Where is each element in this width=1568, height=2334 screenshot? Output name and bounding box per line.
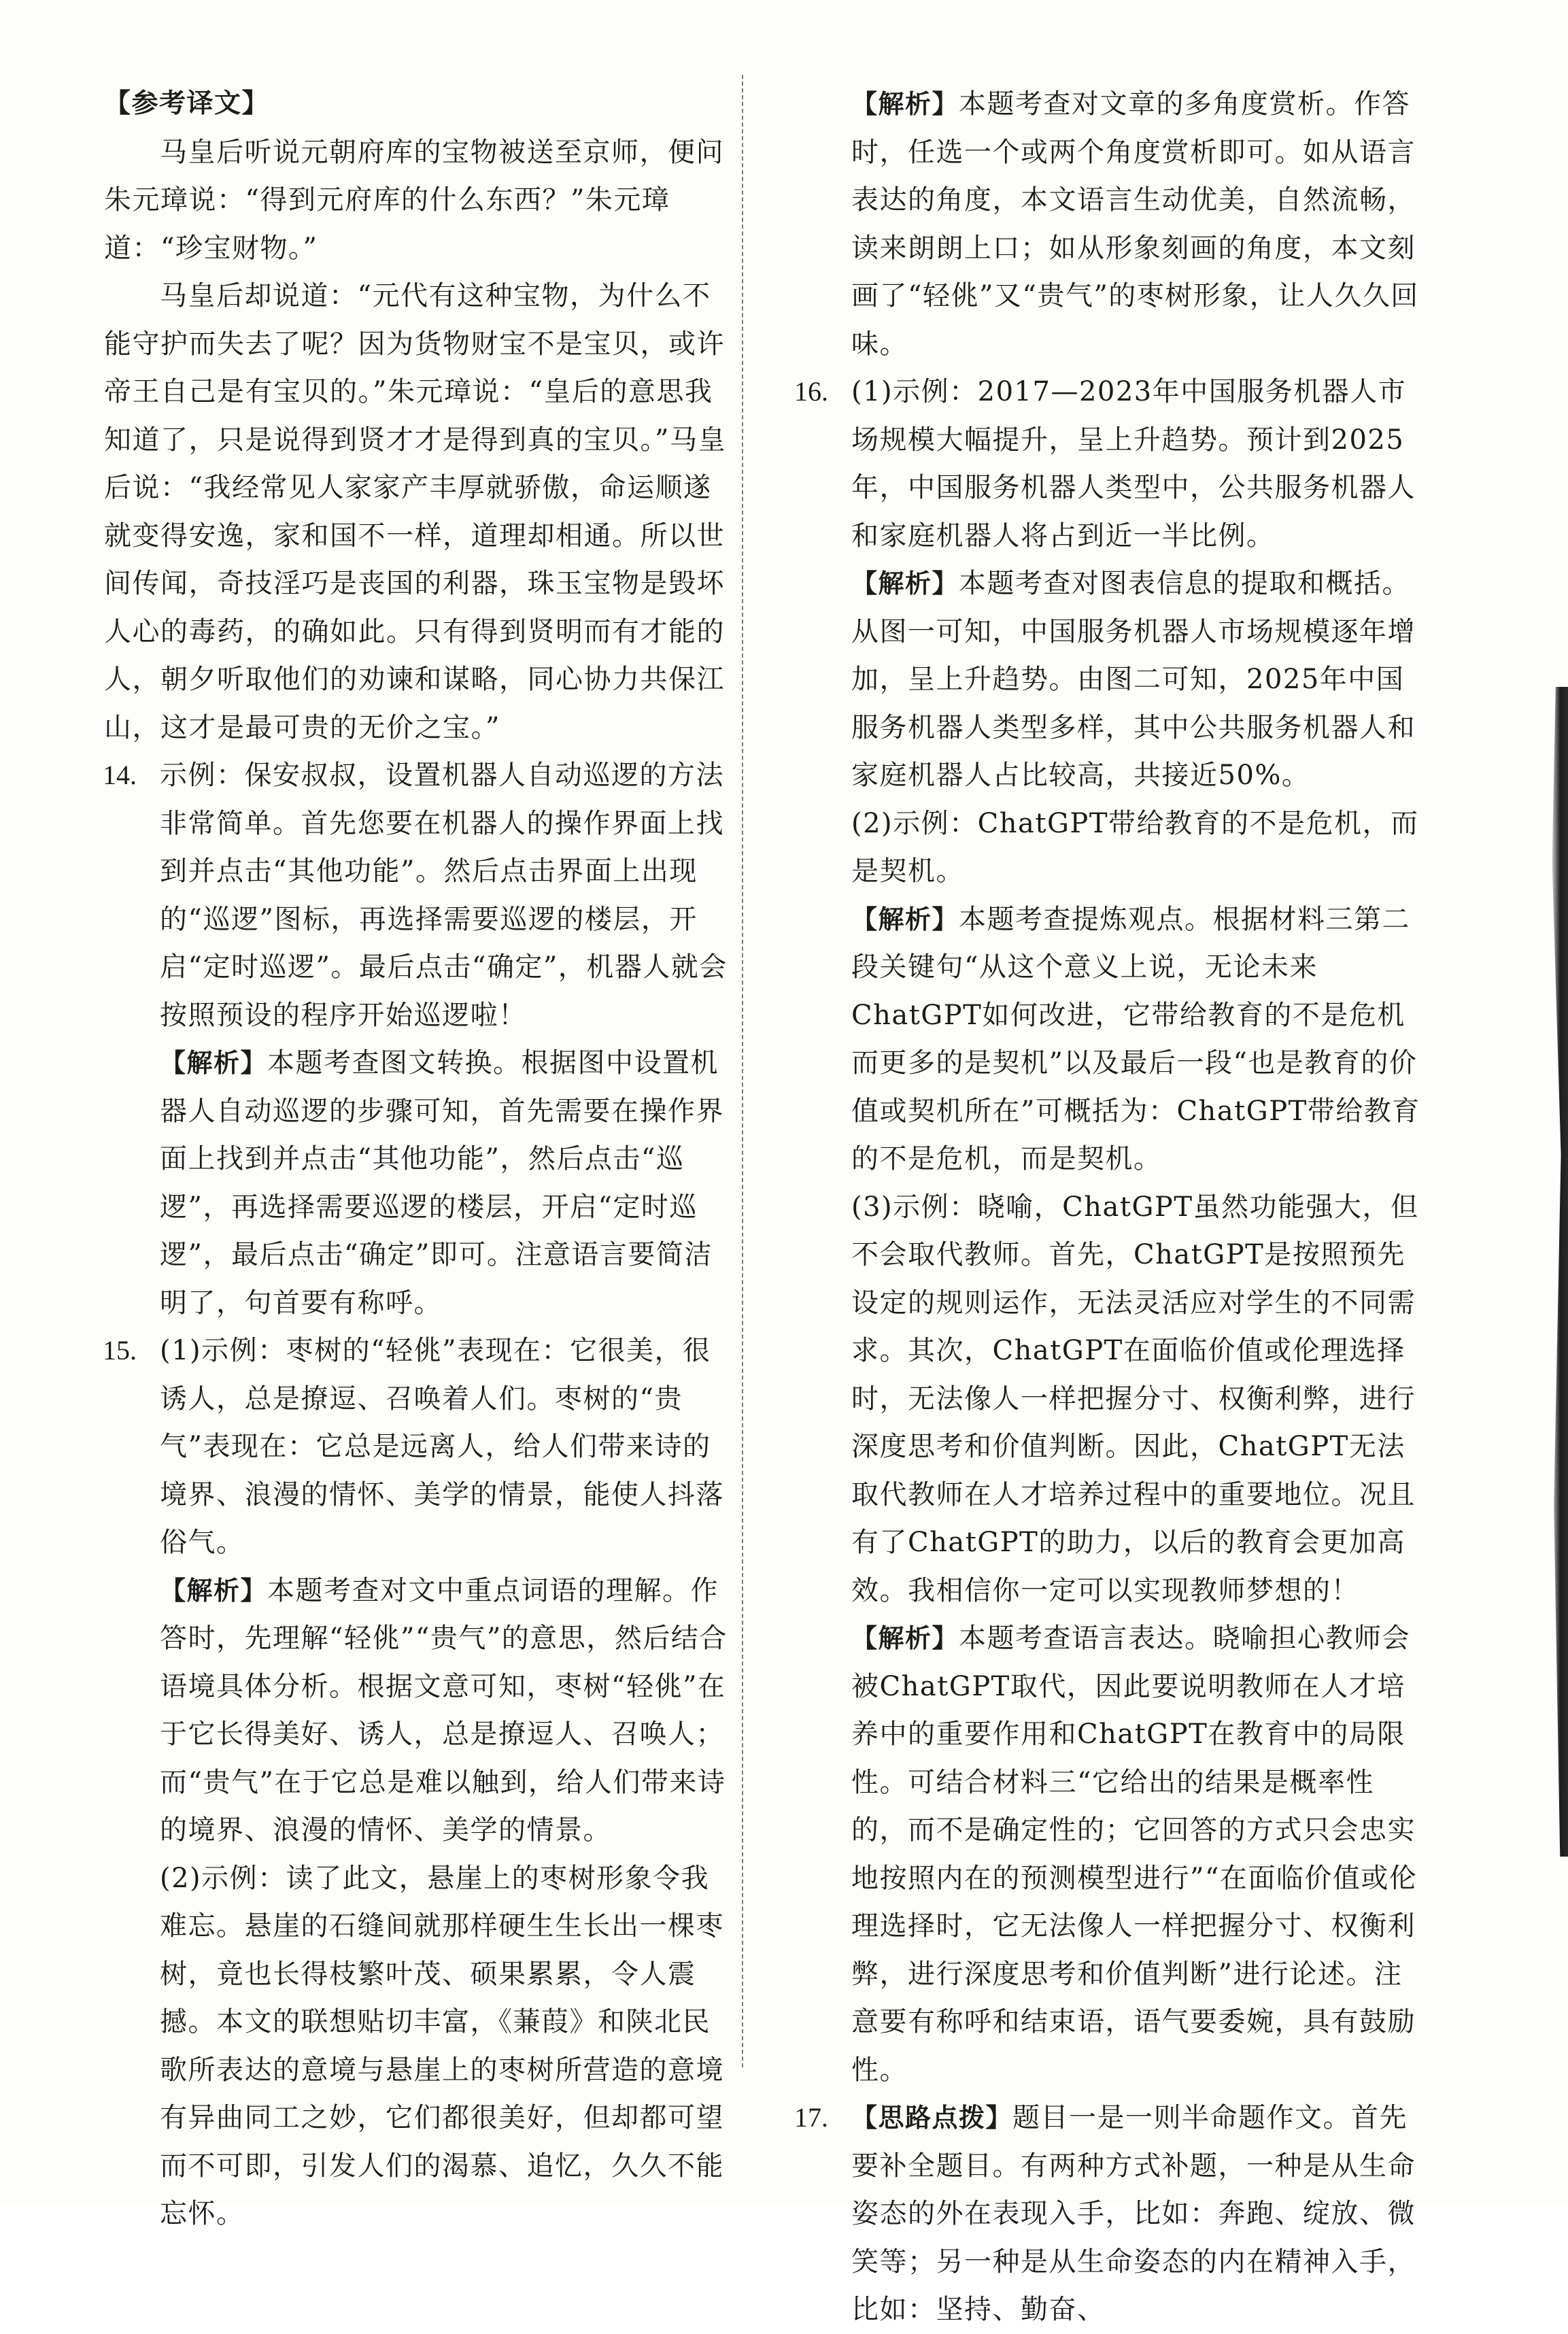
analysis-tag: 【解析】	[851, 1623, 959, 1653]
thinking-tip-text: 题目一是一则半命题作文。首先要补全题目。有两种方式补题，一种是从生命姿态的外在表现入手，比如：奔跑、绽放、微笑等；另一种是从生命姿态的内在精神入手，比如：坚持、勤奋、	[851, 2102, 1416, 2325]
question-15-part-2: (2)示例：读了此文，悬崖上的枣树形象令我难忘。悬崖的石缝间就那样硬生生长出一棵枣树，竟也长得枝繁叶茂、硕果累累，令人震撼。本文的联想贴切丰富，《蒹葭》和陕北民歌所表达的意境与悬崖上的枣树所营造的意境有异曲同工之妙，它们都很美好，但却都可望而不可即，引发人们的渴慕、追忆，久久不能忘怀。	[160, 1862, 724, 2229]
question-number: 14.	[103, 760, 137, 790]
analysis-text: 本题考查提炼观点。根据材料三第二段关键句“从这个意义上说，无论未来ChatGPT如何改进，它带给教育的不是危机而更多的是契机”以及最后一段“也是教育的价值或契机所在”可概括为：ChatGPT带给教育的不是危机，而是契机。	[851, 903, 1420, 1174]
translation-paragraph-1: 马皇后听说元朝府库的宝物被送至京师，便问朱元璋说：“得到元府库的什么东西？”朱元璋道：“珍宝财物。”	[104, 136, 724, 264]
analysis-tag: 【解析】	[851, 89, 959, 119]
question-16-analysis-1	[851, 560, 1421, 800]
question-16-part-3: (3)示例：晓喻，ChatGPT虽然功能强大，但不会取代教师。首先，ChatGPT是按照预先设定的规则运作，无法灵活应对学生的不同需求。其次，ChatGPT在面临价值或伦理选择时，无法像人一样把握分寸、权衡利弊，进行深度思考和价值判断。因此，ChatGPT无法取代教师在人才培养过程中的重要地位。况且有了ChatGPT的助力，以后的教育会更加高效。我相信你一定可以实现教师梦想的！	[851, 1191, 1419, 1606]
analysis-text: 本题考查对文章的多角度赏析。作答时，任选一个或两个角度赏析即可。如从语言表达的角度，本文语言生动优美，自然流畅，读来朗朗上口；如从形象刻画的角度，本文刻画了“轻佻”又“贵气”的枣树形象，让人久久回味。	[851, 88, 1419, 360]
question-number: 17.	[794, 2102, 828, 2133]
analysis-tag: 【解析】	[160, 1575, 268, 1606]
analysis-text: 本题考查对文中重点词语的理解。作答时，先理解“轻佻”“贵气”的意思，然后结合语境具体分析。根据文意可知，枣树“轻佻”在于它长得美好、诱人，总是撩逗人、召唤人；而“贵气”在于它总是难以触到，给人们带来诗的境界、浪漫的情怀、美学的情景。	[160, 1574, 728, 1846]
question-14-answer: 示例：保安叔叔，设置机器人自动巡逻的方法非常简单。首先您要在机器人的操作界面上找到并点击“其他功能”。然后点击界面上出现的“巡逻”图标，再选择需要巡逻的楼层，开启“定时巡逻”。最后点击“确定”，机器人就会按照预设的程序开始巡逻啦！	[160, 760, 728, 1031]
scan-edge-shadow	[1550, 687, 1568, 1857]
question-15-continued	[796, 80, 1421, 368]
question-17-text	[851, 2094, 1421, 2334]
translation-heading: 【参考译文】	[104, 88, 270, 119]
question-15	[104, 1327, 730, 2238]
analysis-text: 本题考查语言表达。晓喻担心教师会被ChatGPT取代，因此要说明教师在人才培养中的重要作用和ChatGPT在教育中的局限性。可结合材料三“它给出的结果是概率性的，而不是确定性的；它回答的方式只会忠实地按照内在的预测模型进行”“在面临价值或伦理选择时，它无法像人一样把握分寸、权衡利弊，进行深度思考和价值判断”进行论述。注意要有称呼和结束语，语气要委婉，具有鼓励性。	[851, 1623, 1418, 2086]
question-16-analysis-2	[851, 896, 1421, 1183]
question-15-analysis-1	[160, 1567, 730, 1855]
column-divider	[742, 75, 743, 2067]
question-16-part-1: (1)示例：2017—2023年中国服务机器人市场规模大幅提升，呈上升趋势。预计到2025年，中国服务机器人类型中，公共服务机器人和家庭机器人将占到近一半比例。	[851, 376, 1416, 552]
left-column	[104, 80, 730, 2238]
question-14	[104, 751, 730, 1327]
analysis-tag: 【解析】	[851, 904, 959, 934]
analysis-text: 本题考查图文转换。根据图中设置机器人自动巡逻的步骤可知，首先需要在操作界面上找到并点击“其他功能”，然后点击“巡逻”，再选择需要巡逻的楼层，开启“定时巡逻”，最后点击“确定”即可。注意语言要简洁明了，句首要有称呼。	[160, 1047, 724, 1319]
thinking-tip-tag: 【思路点拨】	[851, 2103, 1013, 2133]
question-number: 16.	[794, 376, 828, 407]
analysis-text: 本题考查对图表信息的提取和概括。从图一可知，中国服务机器人市场规模逐年增加，呈上升趋势。由图二可知，2025年中国服务机器人类型多样，其中公共服务机器人和家庭机器人占比较高，共接近50%。	[851, 568, 1416, 791]
question-14-analysis	[160, 1039, 730, 1327]
analysis-tag: 【解析】	[851, 569, 959, 598]
question-16-analysis-3	[851, 1614, 1421, 2094]
right-column	[796, 80, 1421, 2334]
question-15-part-1: (1)示例：枣树的“轻佻”表现在：它很美，很诱人，总是撩逗、召唤着人们。枣树的“贵气”表现在：它总是远离人，给人们带来诗的境界、浪漫的情怀、美学的情景，能使人抖落俗气。	[160, 1335, 724, 1558]
question-15-analysis-2	[851, 80, 1421, 368]
question-number: 15.	[103, 1335, 137, 1366]
question-16	[796, 368, 1421, 2094]
question-17	[796, 2094, 1421, 2334]
translation-paragraph-2: 马皇后却说道：“元代有这种宝物，为什么不能守护而失去了呢？因为货物财宝不是宝贝，或许帝王自己是有宝贝的。”朱元璋说：“皇后的意思我知道了，只是说得到贤才才是得到真的宝贝。”马皇后说：“我经常见人家家产丰厚就骄傲，命运顺遂就变得安逸，家和国不一样，道理却相通。所以世间传闻，奇技淫巧是丧国的利器，珠玉宝物是毁坏人心的毒药，的确如此。只有得到贤明而有才能的人，朝夕听取他们的劝谏和谋略，同心协力共保江山，这才是最可贵的无价之宝。”	[104, 280, 726, 743]
analysis-tag: 【解析】	[160, 1048, 268, 1078]
question-16-part-2: (2)示例：ChatGPT带给教育的不是危机，而是契机。	[851, 807, 1419, 887]
